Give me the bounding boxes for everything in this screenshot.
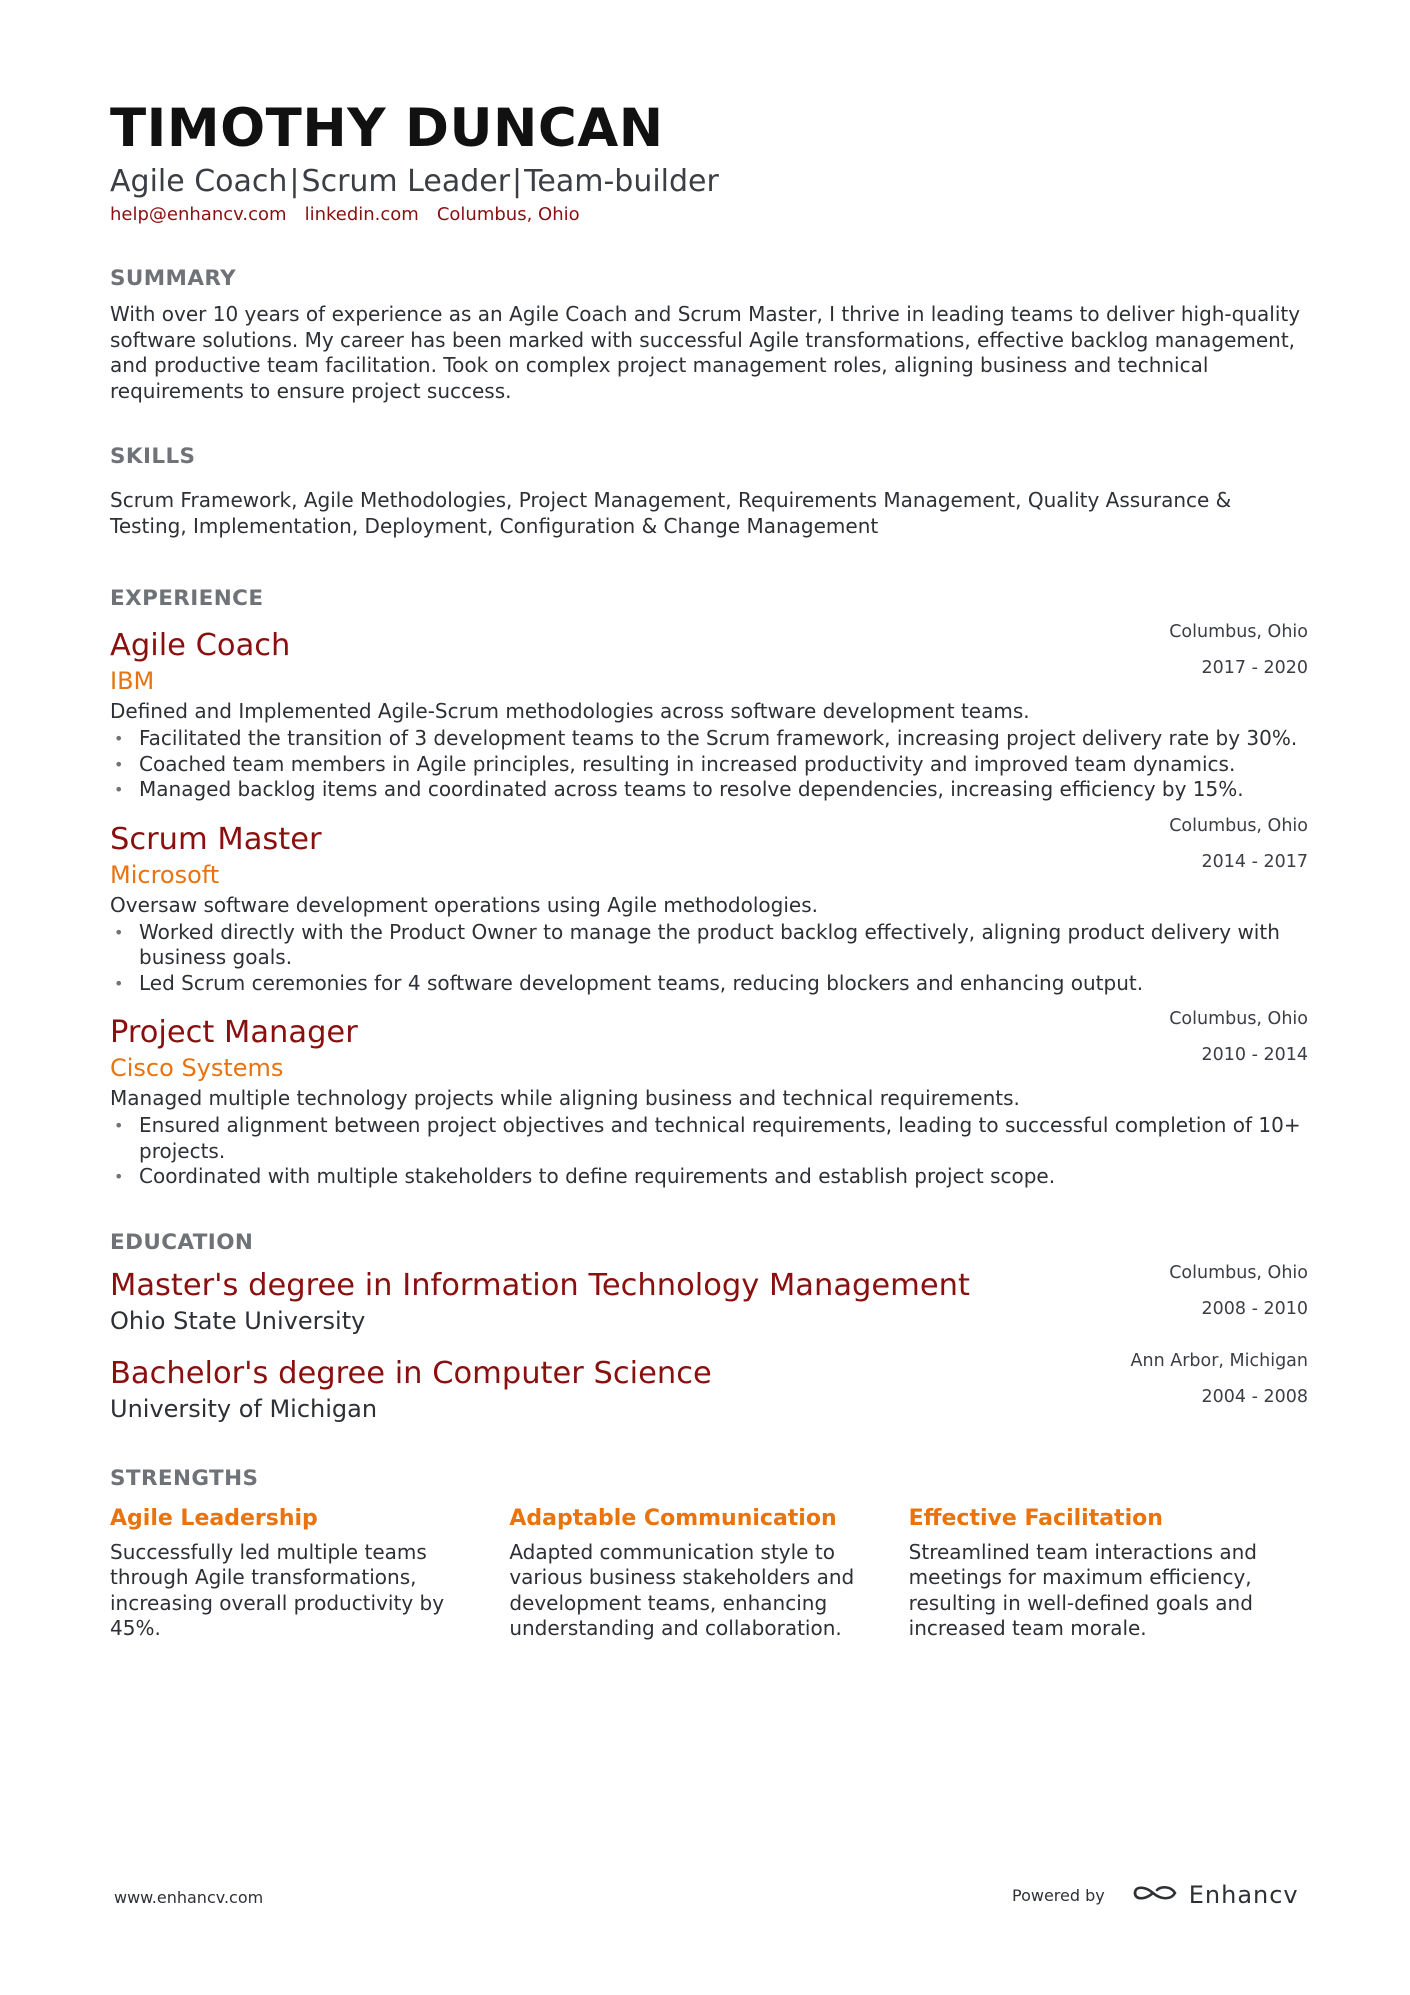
education-entry <box>110 1262 1308 1336</box>
summary-text: With over 10 years of experience as an Agile Coach and Scrum Master, I thrive in leading teams to deliver high-quality software solutions. My career has been marked with successful Agile transformations, effective backlog management, and productive team facilitation. Took on complex project management roles, aligning business and technical requirements to ensure project success. <box>110 302 1301 403</box>
education-location: Ann Arbor, Michigan <box>1130 1350 1308 1371</box>
education-degree: Bachelor's degree in Computer Science <box>110 1355 712 1391</box>
contact-info <box>110 202 1308 228</box>
bullet-icon: • <box>114 780 124 799</box>
experience-bullets <box>110 1113 1308 1190</box>
experience-description: Oversaw software development operations using Agile methodologies. <box>110 892 818 917</box>
experience-dates: 2017 - 2020 <box>1201 658 1308 678</box>
headline-part: Agile Coach <box>110 164 288 199</box>
experience-location: Columbus, Ohio <box>1169 815 1308 836</box>
education-entry <box>110 1350 1308 1424</box>
education-degree: Master's degree in Information Technology Management <box>110 1267 970 1303</box>
strength-description: Successfully led multiple teams through Agile transformations, increasing overall productivity by 45%. <box>110 1539 445 1640</box>
experience-role: Scrum Master <box>110 821 322 857</box>
headline-separator: | <box>289 164 300 199</box>
location-text: Columbus, Ohio <box>436 204 580 225</box>
strength-description: Adapted communication style to various business stakeholders and development teams, enhancing understanding and collaboration. <box>509 1539 855 1640</box>
experience-entry <box>110 622 1308 803</box>
list-item: • Ensured alignment between project objectives and technical requirements, leading to successful completion of 10+ projects. <box>114 1113 1301 1163</box>
powered-by-text: Powered by <box>1012 1885 1105 1905</box>
strengths-grid <box>110 1504 1308 1642</box>
strength-name: Agile Leadership <box>110 1505 318 1531</box>
headline-part: Team-builder <box>524 164 719 199</box>
resume-page <box>110 96 1308 1642</box>
list-item: • Managed backlog items and coordinated across teams to resolve dependencies, increasing efficiency by 15%. <box>114 777 1244 801</box>
bullet-icon: • <box>114 729 124 748</box>
experience-heading: EXPERIENCE <box>110 586 264 611</box>
bullet-icon: • <box>114 922 124 942</box>
experience-company: Cisco Systems <box>110 1054 284 1082</box>
strength-item <box>909 1504 1308 1642</box>
experience-dates: 2014 - 2017 <box>1201 851 1308 872</box>
strength-description: Streamlined team interactions and meetings for maximum efficiency, resulting in well-defined goals and increased team morale. <box>908 1539 1257 1640</box>
education-institution: University of Michigan <box>110 1394 378 1423</box>
strength-name: Adaptable Communication <box>509 1505 837 1531</box>
experience-location: Columbus, Ohio <box>1169 622 1308 642</box>
education-dates: 2004 - 2008 <box>1201 1386 1308 1407</box>
list-item: • Worked directly with the Product Owner to manage the product backlog effectively, aligning product delivery with business goals. <box>114 919 1280 969</box>
headline <box>110 162 1308 202</box>
experience-description: Managed multiple technology projects while aligning business and technical requirements. <box>110 1086 1020 1110</box>
experience-company: IBM <box>110 667 155 695</box>
bullet-icon: • <box>114 973 124 993</box>
candidate-name: TIMOTHY DUNCAN <box>110 98 664 159</box>
experience-entry <box>110 815 1308 997</box>
brand-name: Enhancv <box>1188 1881 1299 1909</box>
education-institution: Ohio State University <box>110 1306 366 1335</box>
bullet-icon: • <box>114 1167 124 1186</box>
list-item: • Led Scrum ceremonies for 4 software development teams, reducing blockers and enhancing output. <box>114 970 1144 995</box>
footer-website-link[interactable]: www.enhancv.com <box>114 1888 264 1907</box>
education-heading: EDUCATION <box>110 1229 254 1255</box>
footer-branding[interactable] <box>1012 1880 1299 1910</box>
experience-entry <box>110 1009 1308 1190</box>
linkedin-link[interactable]: linkedin.com <box>304 204 419 225</box>
strength-item <box>509 1504 908 1642</box>
headline-separator: | <box>512 164 523 199</box>
experience-company: Microsoft <box>110 860 220 889</box>
skills-text: Scrum Framework, Agile Methodologies, Project Management, Requirements Management, Quality Assurance & Testing, Implementation, Deployment, Configuration & Change Management <box>110 488 1232 538</box>
strengths-heading: STRENGTHS <box>110 1465 259 1491</box>
experience-bullets <box>110 726 1308 803</box>
enhancv-logo-icon <box>1131 1880 1179 1910</box>
experience-role: Project Manager <box>110 1015 358 1050</box>
experience-bullets <box>110 920 1308 997</box>
strength-item <box>110 1504 509 1642</box>
list-item: • Coordinated with multiple stakeholders to define requirements and establish project scope. <box>114 1164 1056 1188</box>
list-item: • Coached team members in Agile principles, resulting in increased productivity and improved team dynamics. <box>114 751 1236 776</box>
experience-dates: 2010 - 2014 <box>1201 1045 1308 1065</box>
education-location: Columbus, Ohio <box>1169 1262 1308 1283</box>
bullet-icon: • <box>114 754 124 774</box>
experience-role: Agile Coach <box>110 628 291 663</box>
skills-heading: SKILLS <box>110 444 196 469</box>
bullet-icon: • <box>114 1116 124 1135</box>
email-link[interactable]: help@enhancv.com <box>110 204 287 225</box>
experience-location: Columbus, Ohio <box>1169 1009 1308 1029</box>
headline-part: Scrum Leader <box>301 164 511 199</box>
summary-heading: SUMMARY <box>110 266 237 291</box>
experience-description: Defined and Implemented Agile-Scrum methodologies across software development teams. <box>110 699 1030 723</box>
education-dates: 2008 - 2010 <box>1201 1298 1308 1319</box>
strength-name: Effective Facilitation <box>908 1505 1163 1531</box>
list-item: • Facilitated the transition of 3 development teams to the Scrum framework, increasing project delivery rate by 30%. <box>114 726 1298 750</box>
